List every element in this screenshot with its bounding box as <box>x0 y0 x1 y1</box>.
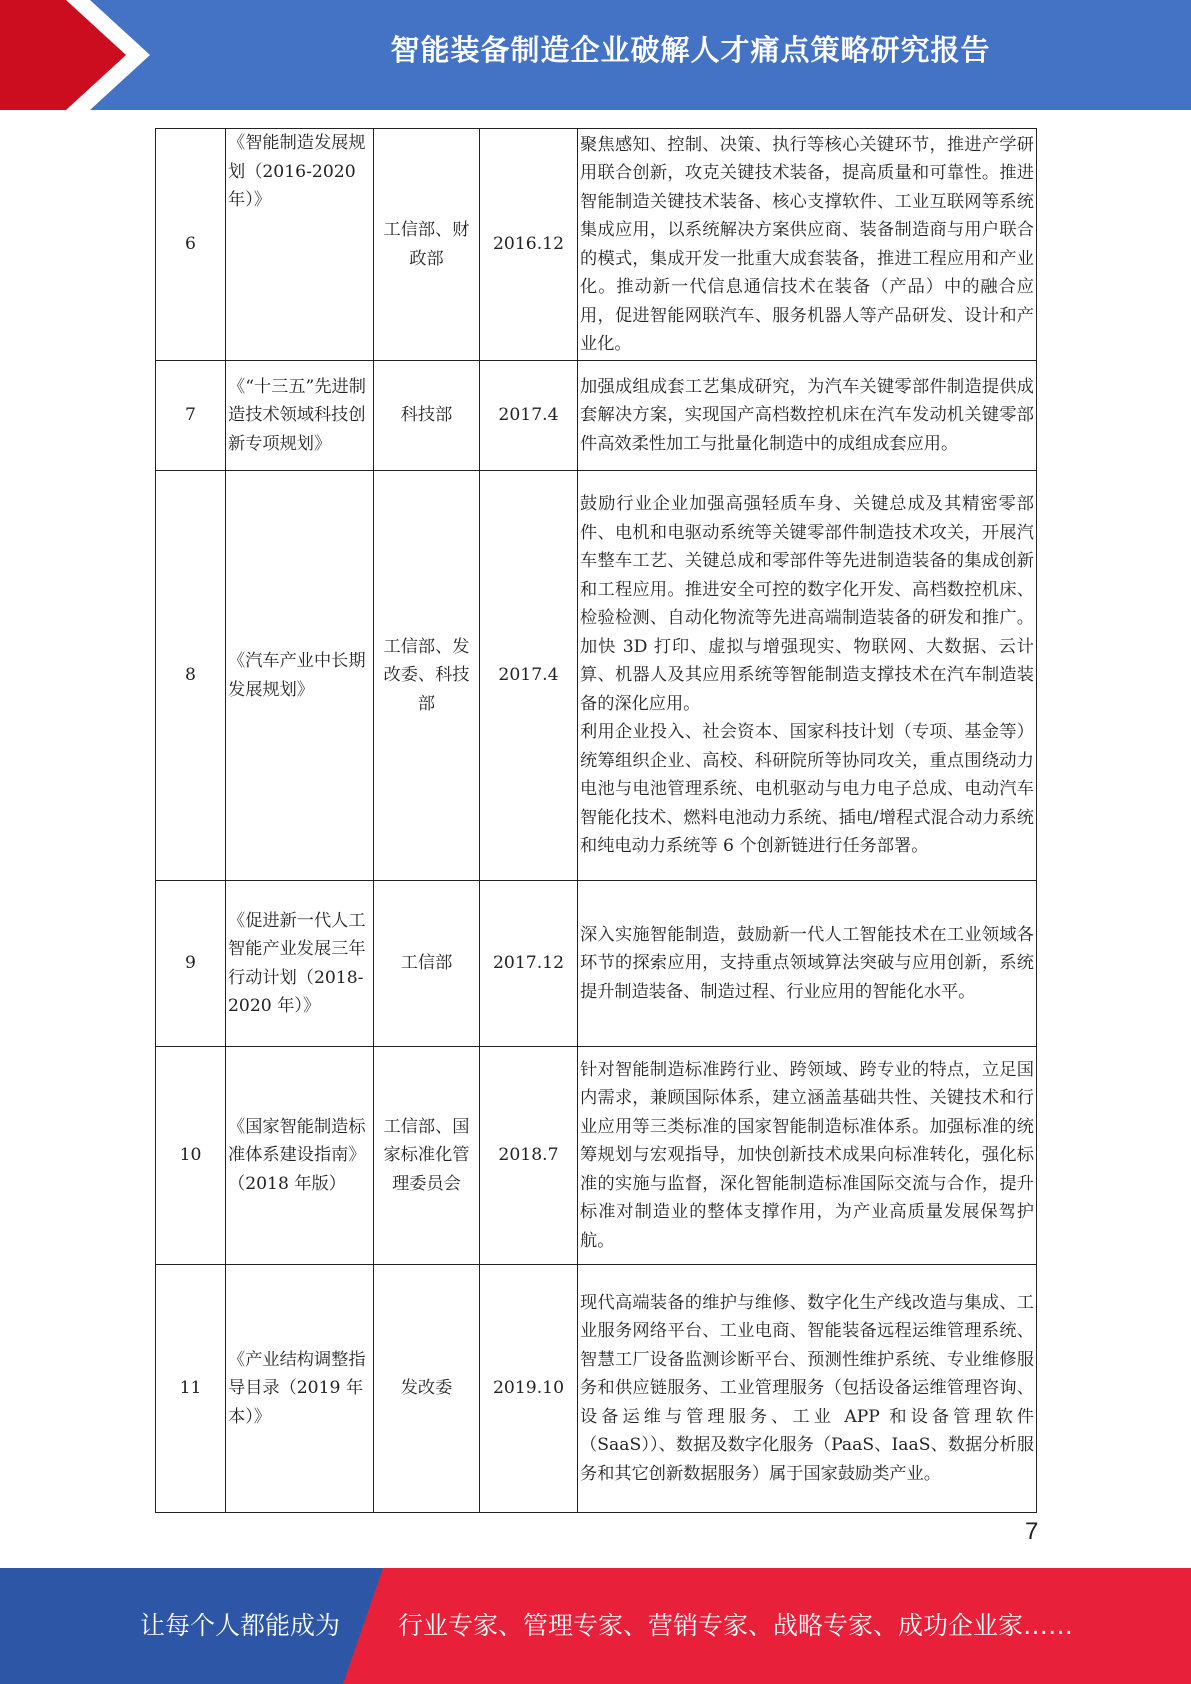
policy-name: 《产业结构调整指导目录（2019 年本）》 <box>226 1265 374 1513</box>
row-number: 11 <box>156 1265 226 1513</box>
issue-date: 2018.7 <box>480 1047 578 1265</box>
issuing-department: 工信部、发改委、科技部 <box>374 471 480 881</box>
row-number: 9 <box>156 881 226 1047</box>
issuing-department: 发改委 <box>374 1265 480 1513</box>
row-number: 8 <box>156 471 226 881</box>
issuing-department: 工信部、财政部 <box>374 129 480 361</box>
policy-name: 《国家智能制造标准体系建设指南》（2018 年版） <box>226 1047 374 1265</box>
description-paragraph: 聚焦感知、控制、决策、执行等核心关键环节，推进产学研用联合创新，攻克关键技术装备，提高质量和可靠性。推进智能制造关键技术装备、核心支撑软件、工业互联网等系统集成应用，以系统解决方案供应商、装备制造商与用户联合的模式，集成开发一批重大成套装备，推进工程应用和产业化。推动新一代信息通信技术在装备（产品）中的融合应用，促进智能网联汽车、服务机器人等产品研发、设计和产业化。 <box>580 134 1034 354</box>
description-paragraph: 针对智能制造标准跨行业、跨领域、跨专业的特点，立足国内需求，兼顾国际体系，建立涵盖基础共性、关键技术和行业应用等三类标准的国家智能制造标准体系。加强标准的统筹规划与宏观指导，加快创新技术成果向标准转化，强化标准的实施与监督，深化智能制造标准国际交流与合作，提升标准对制造业的整体支撑作用，为产业高质量发展保驾护航。 <box>580 1059 1034 1251</box>
table-row <box>156 1047 1037 1265</box>
issue-date: 2019.10 <box>480 1265 578 1513</box>
issue-date: 2017.12 <box>480 881 578 1047</box>
issuing-department: 工信部、国家标准化管理委员会 <box>374 1047 480 1265</box>
footer-slogan-left: 让每个人都能成为 <box>140 1611 341 1640</box>
page-header <box>0 0 1191 110</box>
issue-date: 2017.4 <box>480 471 578 881</box>
row-number: 6 <box>156 129 226 361</box>
policy-name: 《“十三五”先进制造技术领域科技创新专项规划》 <box>226 361 374 471</box>
row-number: 7 <box>156 361 226 471</box>
row-number: 10 <box>156 1047 226 1265</box>
page-number: 7 <box>1025 1518 1039 1545</box>
description-paragraph: 利用企业投入、社会资本、国家科技计划（专项、基金等）统筹组织企业、高校、科研院所等协同攻关，重点围绕动力电池与电池管理系统、电机驱动与电力电子总成、电动汽车智能化技术、燃料电池动力系统、插电/增程式混合动力系统和纯电动力系统等 6 个创新链进行任务部署。 <box>580 722 1034 857</box>
policy-description <box>578 471 1037 881</box>
policy-description <box>578 129 1037 361</box>
policy-description <box>578 361 1037 471</box>
page-footer <box>0 1568 1191 1684</box>
policy-description <box>578 1265 1037 1513</box>
red-chevron-icon <box>0 0 150 110</box>
policy-table <box>155 128 1037 1513</box>
issuing-department: 科技部 <box>374 361 480 471</box>
policy-name: 《智能制造发展规划（2016-2020 年）》 <box>226 129 374 361</box>
policy-description <box>578 1047 1037 1265</box>
table-row <box>156 129 1037 361</box>
table-row <box>156 1265 1037 1513</box>
table-row <box>156 881 1037 1047</box>
table-row <box>156 471 1037 881</box>
description-paragraph: 现代高端装备的维护与维修、数字化生产线改造与集成、工业服务网络平台、工业电商、智能装备远程运维管理系统、智慧工厂设备监测诊断平台、预测性维护系统、专业维修服务和供应链服务、工业管理服务（包括设备运维管理咨询、设备运维与管理服务、工业 APP 和设备管理软件（SaaS））、数据及数字化服务（PaaS、IaaS、数据分析服务和其它创新数据服务）属于国家鼓励类产业。 <box>580 1292 1034 1484</box>
issue-date: 2017.4 <box>480 361 578 471</box>
table-row <box>156 361 1037 471</box>
description-paragraph: 鼓励行业企业加强高强轻质车身、关键总成及其精密零部件、电机和电驱动系统等关键零部件制造技术攻关，开展汽车整车工艺、关键总成和零部件等先进制造装备的集成创新和工程应用。推进安全可控的数字化开发、高档数控机床、检验检测、自动化物流等先进高端制造装备的研发和推广。加快 3D 打印、虚拟与增强现实、物联网、大数据、云计算、机器人及其应用系统等智能制造支撑技术在汽车制造装备的深化应用。 <box>580 494 1034 714</box>
policy-name: 《促进新一代人工智能产业发展三年行动计划（2018-2020 年）》 <box>226 881 374 1047</box>
policy-description <box>578 881 1037 1047</box>
policy-name: 《汽车产业中长期发展规划》 <box>226 471 374 881</box>
report-title: 智能装备制造企业破解人才痛点策略研究报告 <box>390 33 991 67</box>
description-paragraph: 加强成组成套工艺集成研究，为汽车关键零部件制造提供成套解决方案，实现国产高档数控机床在汽车发动机关键零部件高效柔性加工与批量化制造中的成组成套应用。 <box>580 376 1034 454</box>
description-paragraph: 深入实施智能制造，鼓励新一代人工智能技术在工业领域各环节的探索应用，支持重点领域算法突破与应用创新，系统提升制造装备、制造过程、行业应用的智能化水平。 <box>580 924 1034 1002</box>
issue-date: 2016.12 <box>480 129 578 361</box>
issuing-department: 工信部 <box>374 881 480 1047</box>
footer-slogan-right: 行业专家、管理专家、营销专家、战略专家、成功企业家…… <box>398 1611 1074 1640</box>
